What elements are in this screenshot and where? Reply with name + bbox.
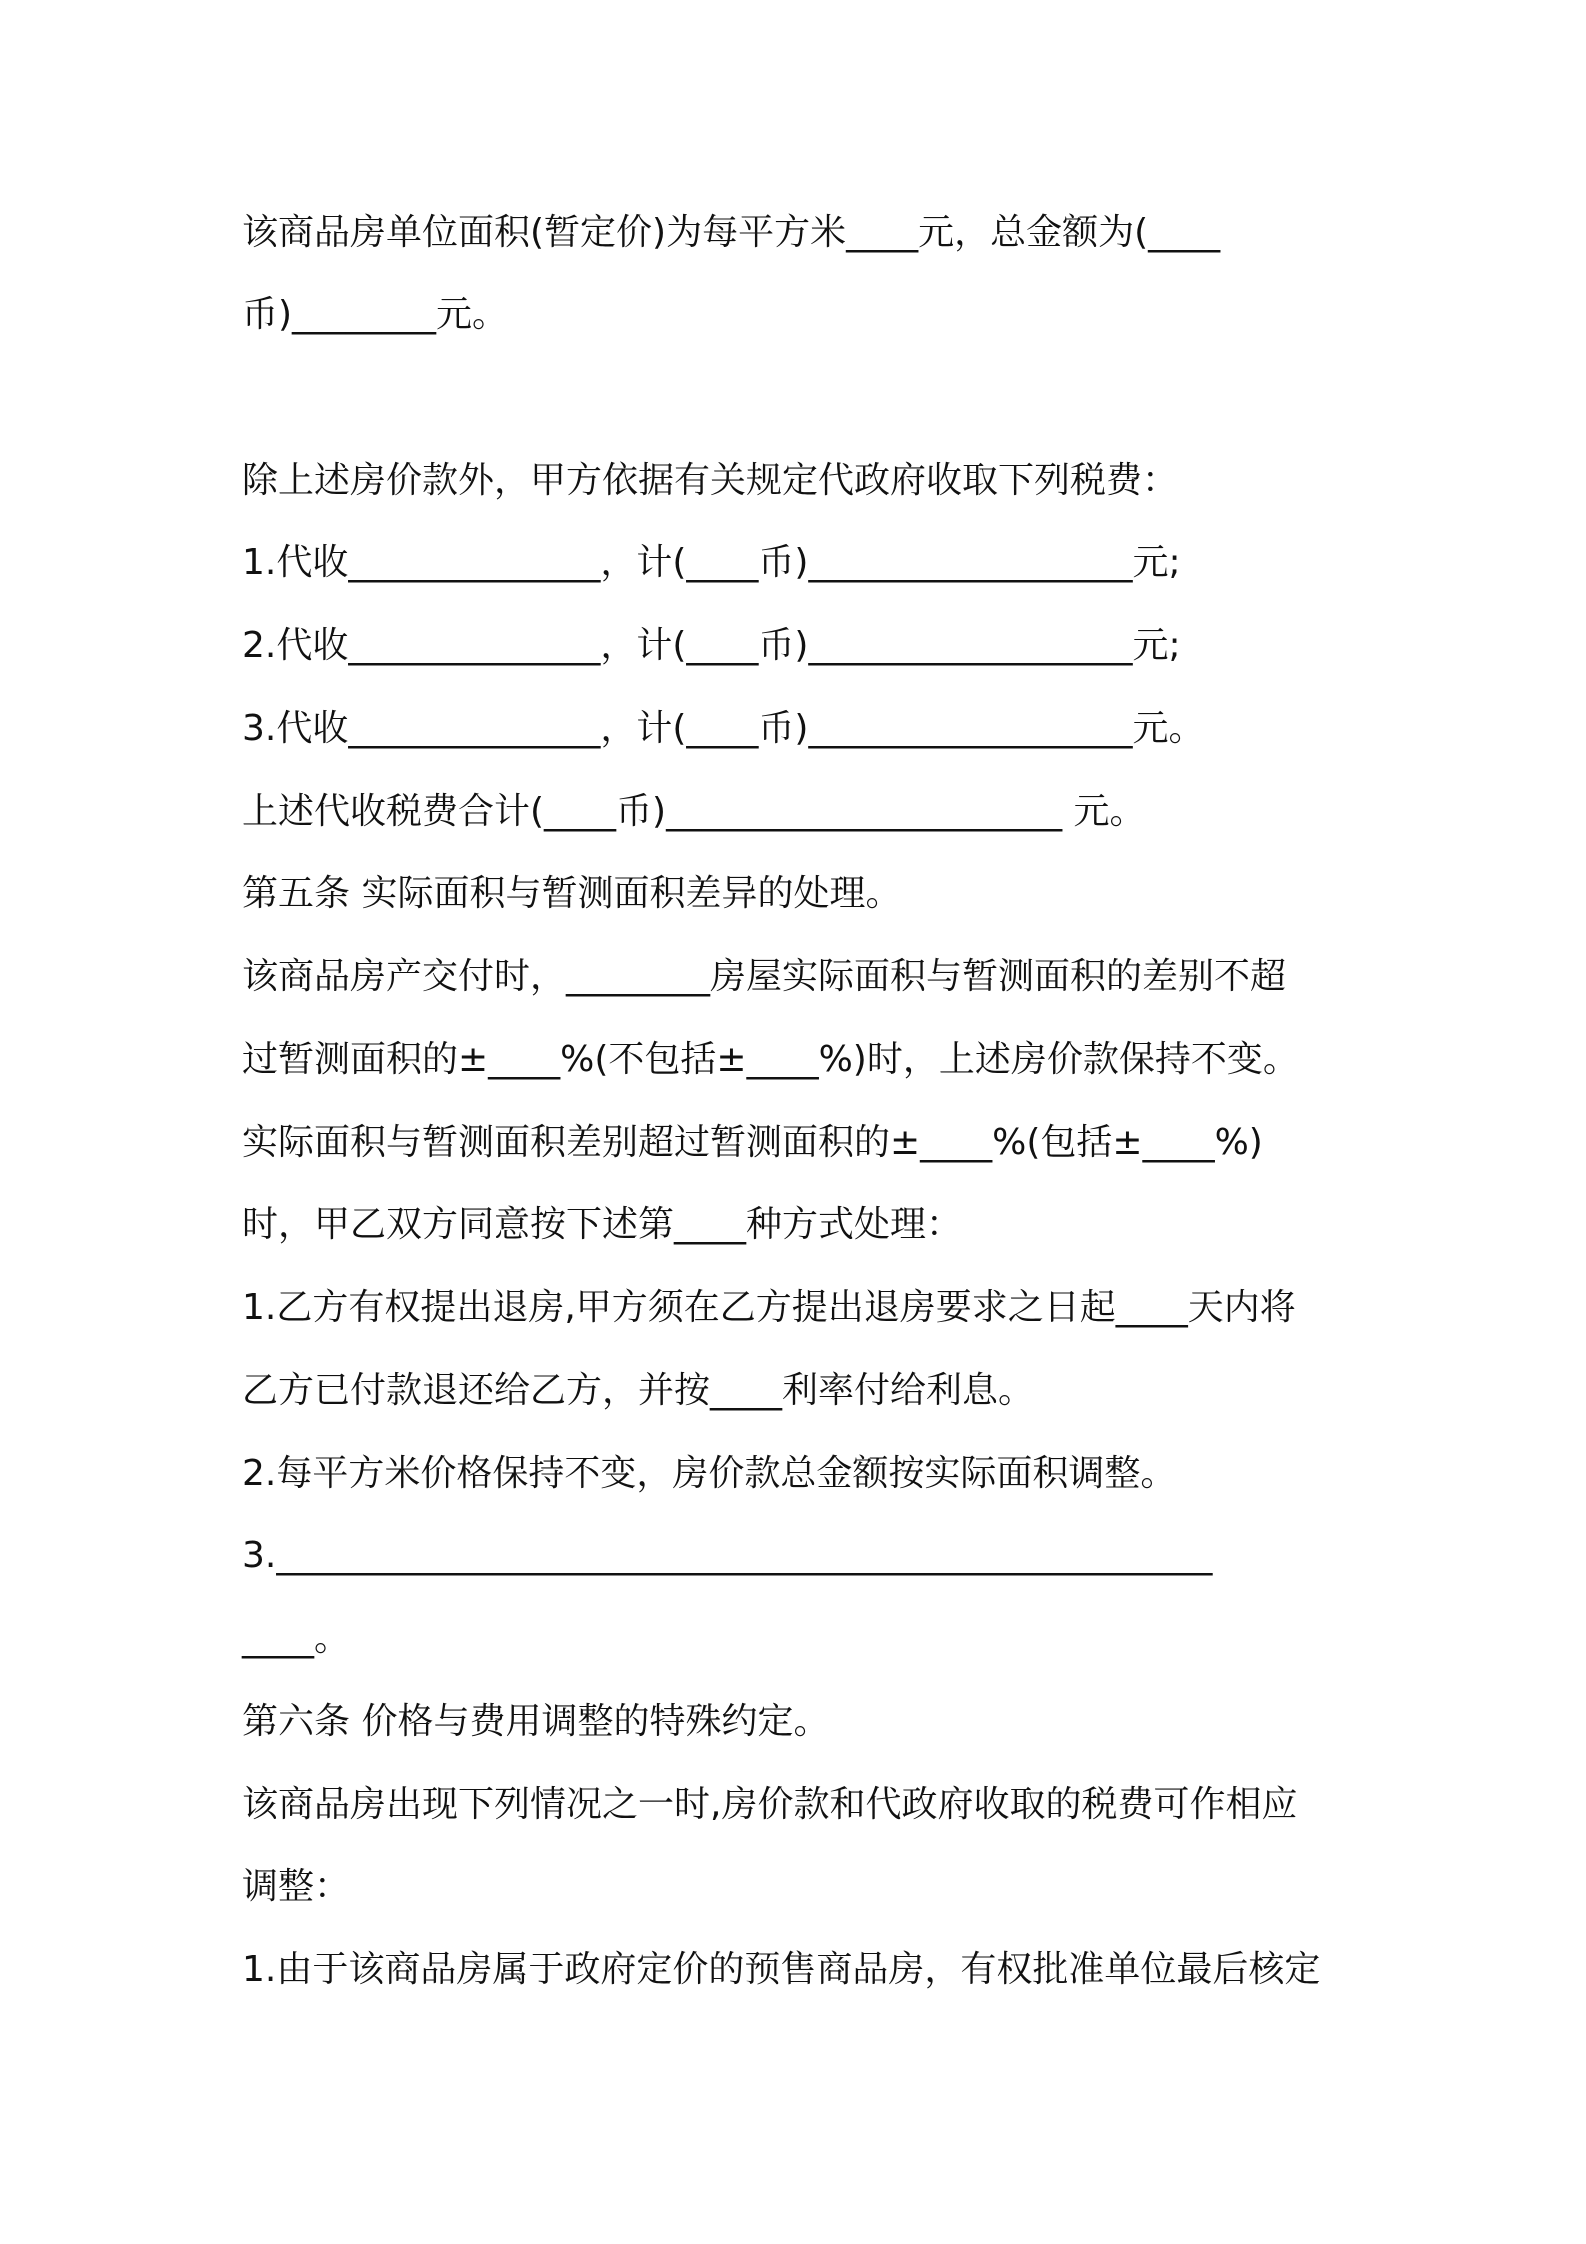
list-item-adjust-1: 1.由于该商品房属于政府定价的预售商品房，有权批准单位最后核定 [242, 1949, 1321, 1990]
paragraph-line-unit-price: 该商品房单位面积(暂定价)为每平方米____元，总金额为(____ [242, 212, 1221, 253]
paragraph-line-tax-intro: 除上述房价款外，甲方依据有关规定代政府收取下列税费： [242, 460, 1179, 501]
paragraph-line-delivery: 该商品房产交付时，________房屋实际面积与暂测面积的差别不超 [242, 956, 1287, 997]
list-item-tax-1: 1.代收______________，计(____币)__________________元; [242, 542, 1181, 583]
paragraph-line-tolerance: 过暂测面积的±____%(不包括±____%)时，上述房价款保持不变。 [242, 1039, 1299, 1080]
paragraph-line-exceed: 实际面积与暂测面积差别超过暂测面积的±____%(包括±____%) [242, 1122, 1263, 1163]
paragraph-line-adjustment: 该商品房出现下列情况之一时,房价款和代政府收取的税费可作相应 [242, 1784, 1298, 1825]
paragraph-line-method: 时，甲乙双方同意按下述第____种方式处理： [242, 1204, 963, 1245]
section-heading-article-6: 第六条 价格与费用调整的特殊约定。 [242, 1701, 830, 1742]
paragraph-line-total-amount: 币)________元。 [242, 294, 509, 335]
list-item-option-1-cont: 乙方已付款退还给乙方，并按____利率付给利息。 [242, 1370, 1035, 1411]
section-heading-article-5: 第五条 实际面积与暂测面积差异的处理。 [242, 873, 902, 914]
list-item-tax-2: 2.代收______________，计(____币)__________________元; [242, 625, 1181, 666]
paragraph-line-tax-total: 上述代收税费合计(____币)______________________ 元。 [242, 791, 1146, 832]
list-item-tax-3: 3.代收______________，计(____币)__________________元。 [242, 708, 1205, 749]
paragraph-line-adjustment-cont: 调整： [242, 1866, 351, 1907]
list-item-option-3: 3.____________________________________________________ [242, 1535, 1213, 1576]
list-item-option-3-cont: ____。 [242, 1618, 351, 1659]
list-item-option-1: 1.乙方有权提出退房,甲方须在乙方提出退房要求之日起____天内将 [242, 1287, 1296, 1328]
list-item-option-2: 2.每平方米价格保持不变，房价款总金额按实际面积调整。 [242, 1453, 1177, 1494]
